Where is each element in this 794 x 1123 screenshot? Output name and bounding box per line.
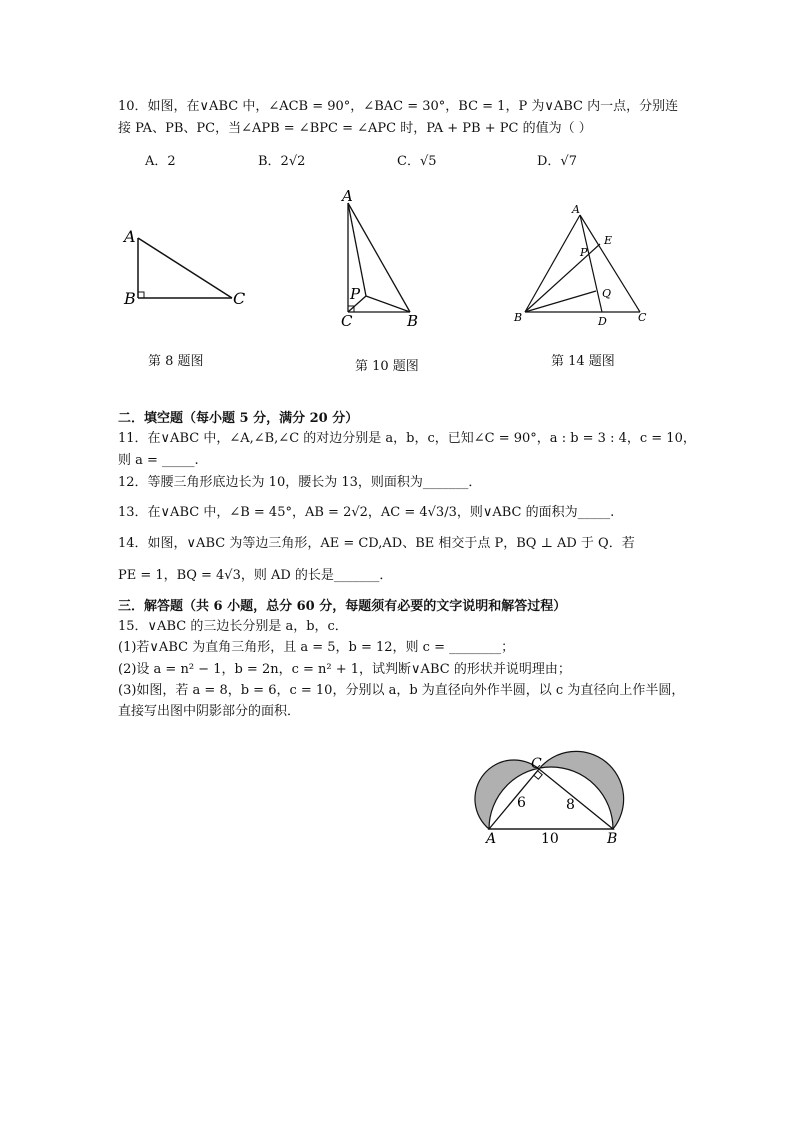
q10-line2: 接 PA、PB、PC，当∠APB = ∠BPC = ∠APC 时，PA + PB + PC 的值为（ ） (118, 121, 592, 136)
fig14-label-p: P (580, 246, 588, 259)
q10-line1: 10．如图，在∨ABC 中，∠ACB = 90°，∠BAC = 30°，BC = 1，P 为∨ABC 内一点，分别连 (118, 99, 679, 114)
q15-part1: (1)若∨ABC 为直角三角形，且 a = 5，b = 12，则 c = ________； (118, 640, 515, 655)
fig14-label-c: C (638, 311, 647, 324)
fig14-label-a: A (572, 203, 580, 216)
fig10-caption: 第 10 题图 (355, 359, 419, 374)
fig14-diagram (525, 215, 640, 312)
fig8-caption: 第 8 题图 (148, 354, 204, 369)
fig8-label-a: A (124, 227, 136, 246)
fig8-label-c: C (233, 289, 246, 308)
q10-option-c: C．√5 (397, 154, 437, 169)
fig15-label-10: 10 (541, 831, 559, 847)
q10-option-a: A．2 (145, 154, 176, 169)
fig8-label-b: B (124, 289, 136, 308)
q14-line2: PE = 1，BQ = 4√3，则 AD 的长是_______． (118, 568, 393, 583)
fig15-label-6: 6 (517, 795, 526, 811)
fig15-label-8: 8 (566, 797, 575, 813)
fig10-label-b: B (407, 312, 419, 330)
q14-line1: 14．如图，∨ABC 为等边三角形，AE = CD,AD、BE 相交于点 P，BQ ⊥ AD 于 Q．若 (118, 536, 635, 551)
q10-option-b: B．2√2 (258, 154, 306, 169)
fig15-label-b: B (607, 831, 618, 847)
fig10-label-p: P (350, 285, 361, 303)
q11-line1: 11．在∨ABC 中，∠A,∠B,∠C 的对边分别是 a，b，c，已知∠C = 90°，a : b = 3 : 4，c = 10， (118, 431, 696, 446)
fig15-label-a: A (486, 831, 497, 847)
fig10-label-a: A (342, 187, 353, 205)
fig14-caption: 第 14 题图 (551, 354, 615, 369)
fig14-label-q: Q (602, 287, 612, 300)
fig8-diagram (138, 238, 232, 298)
q15-part3: (3)如图，若 a = 8，b = 6，c = 10，分别以 a，b 为直径向外作半圆，以 c 为直径向上作半圆， (118, 683, 685, 698)
section2-heading: 二．填空题（每小题 5 分，满分 20 分） (118, 411, 359, 426)
q10-option-d: D．√7 (537, 154, 577, 169)
fig15-diagram (475, 751, 624, 829)
q15-intro: 15．∨ABC 的三边长分别是 a，b，c． (118, 619, 348, 634)
q12: 12．等腰三角形底边长为 10，腰长为 13，则面积为_______． (118, 475, 482, 490)
q13: 13．在∨ABC 中，∠B = 45°，AB = 2√2，AC = 4√3/3，则∨ABC 的面积为_____. (118, 505, 615, 520)
q11-line2: 则 a = _____. (118, 453, 199, 468)
fig14-label-d: D (598, 315, 607, 328)
fig15-label-c: C (531, 756, 542, 772)
q15-part2: (2)设 a = n² − 1，b = 2n，c = n² + 1，试判断∨ABC 的形状并说明理由； (118, 662, 571, 677)
q15-part4: 直接写出图中阴影部分的面积． (118, 704, 301, 719)
fig14-label-b: B (514, 311, 523, 324)
fig14-label-e: E (604, 234, 613, 247)
fig10-label-c: C (341, 312, 353, 330)
section3-heading: 三．解答题（共 6 小题，总分 60 分，每题须有必要的文字说明和解答过程） (118, 599, 567, 614)
